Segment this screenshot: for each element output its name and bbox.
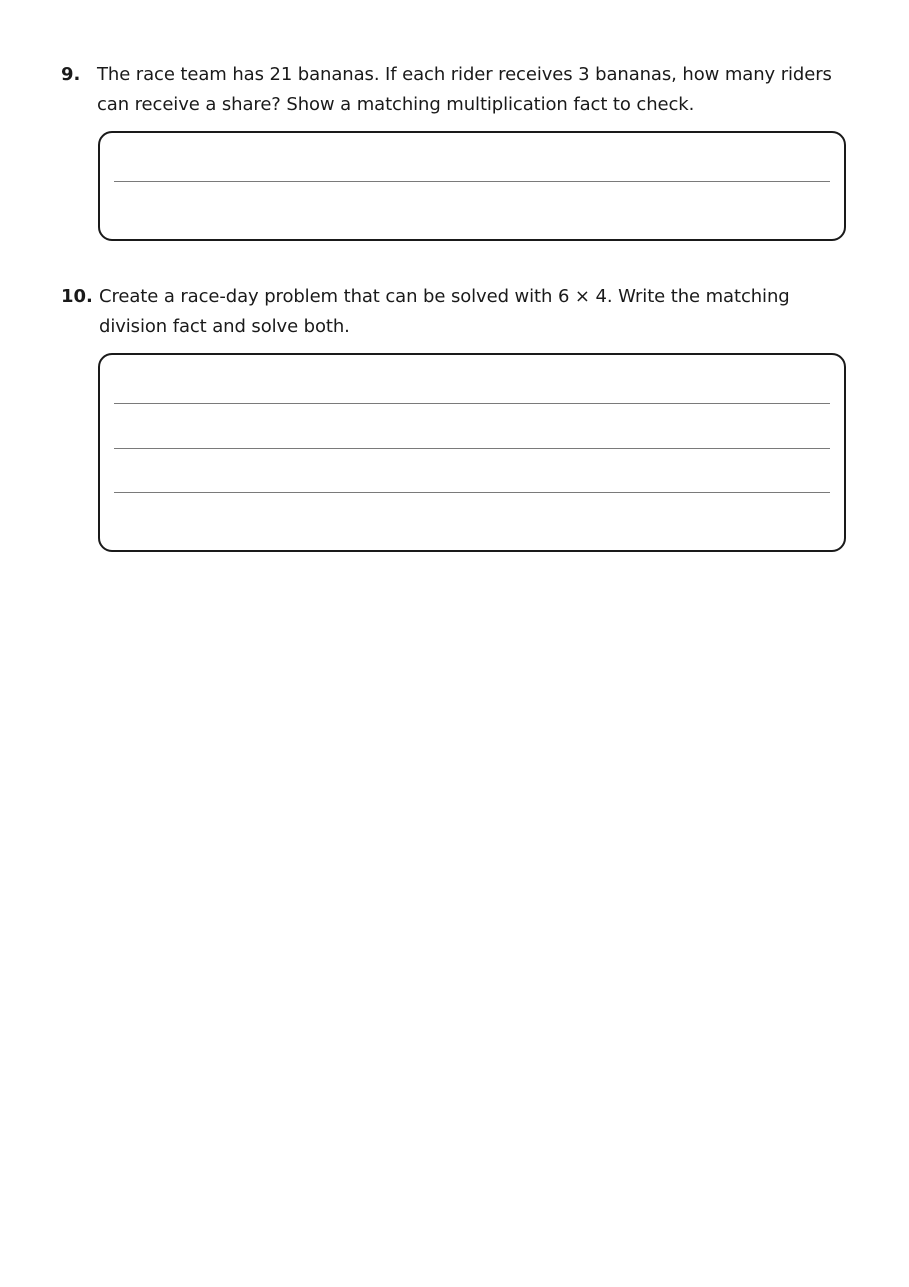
answer-line[interactable] [114,492,830,493]
answer-line[interactable] [114,403,830,404]
question-text-line-1: Create a race-day problem that can be solved with 6 × 4. Write the matching [99,286,790,307]
answer-box-10[interactable] [98,353,846,552]
question-number: 9. [61,64,81,85]
question-text-line-2: division fact and solve both. [99,316,350,337]
question-number: 10. [61,286,93,307]
answer-box-9[interactable] [98,131,846,241]
answer-line[interactable] [114,448,830,449]
answer-line[interactable] [114,181,830,182]
question-text-line-2: can receive a share? Show a matching multiplication fact to check. [97,94,695,115]
question-text-line-1: The race team has 21 bananas. If each rider receives 3 bananas, how many riders [97,64,832,85]
